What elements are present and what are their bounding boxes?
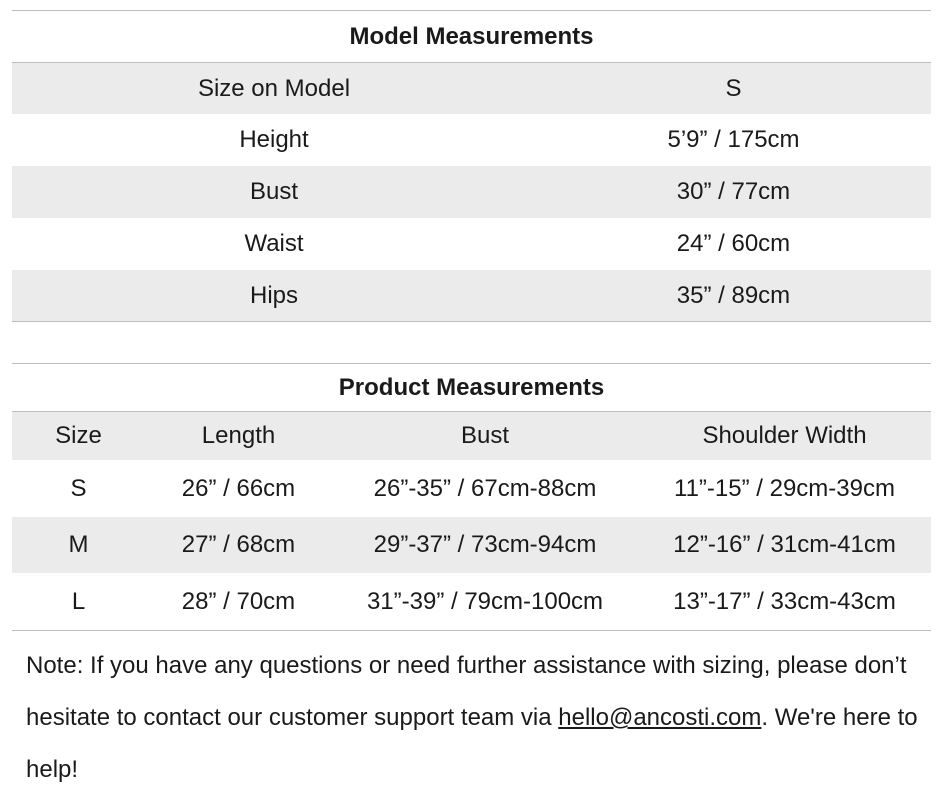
- sizing-note: [26, 640, 931, 796]
- note-text-after: . We're here to help!: [26, 704, 918, 783]
- bust-cell: 26”-35” / 67cm-88cm: [373, 474, 597, 502]
- model-row-label: Waist: [244, 230, 304, 257]
- model-row: [12, 114, 931, 166]
- column-header-shoulder-width: Shoulder Width: [702, 422, 867, 449]
- model-row-label: Bust: [249, 178, 299, 205]
- model-row-label: Height: [239, 126, 309, 153]
- length-cell: 27” / 68cm: [181, 531, 296, 558]
- model-row: [12, 63, 931, 114]
- model-row-value: 30” / 77cm: [676, 178, 791, 205]
- model-row: [12, 166, 931, 218]
- note-text-before: Note: If you have any questions or need further assistance with sizing, please don’t hesitate to contact our customer support team via: [26, 652, 907, 731]
- size-cell: S: [70, 474, 87, 502]
- product-row: [12, 460, 931, 517]
- size-cell: L: [71, 587, 86, 615]
- shoulder-width-cell: 11”-15” / 29cm-39cm: [674, 474, 895, 502]
- column-header-length: Length: [201, 422, 276, 449]
- column-header-bust: Bust: [460, 422, 510, 449]
- model-row: [12, 270, 931, 321]
- model-row-value: 24” / 60cm: [676, 230, 791, 257]
- length-cell: 26” / 66cm: [181, 474, 296, 502]
- bottom-rule: [12, 321, 931, 322]
- model-table-title-text: Model Measurements: [349, 22, 594, 50]
- model-row-value: 35” / 89cm: [676, 281, 791, 309]
- model-row-value: 5’9” / 175cm: [667, 126, 800, 153]
- product-header-row: [12, 412, 931, 460]
- model-table-title: [12, 11, 931, 62]
- product-table-title: [12, 364, 931, 411]
- size-cell: M: [68, 531, 89, 558]
- bust-cell: 31”-39” / 79cm-100cm: [366, 587, 604, 615]
- support-email-link[interactable]: hello@ancosti.com: [558, 704, 762, 731]
- model-row: [12, 218, 931, 270]
- model-row-label: Hips: [249, 281, 298, 309]
- product-row: [12, 517, 931, 573]
- model-row-value: S: [725, 74, 742, 102]
- shoulder-width-cell: 12”-16” / 31cm-41cm: [673, 531, 896, 558]
- product-table-title-text: Product Measurements: [338, 373, 605, 401]
- shoulder-width-cell: 13”-17” / 33cm-43cm: [673, 587, 896, 615]
- product-row: [12, 573, 931, 630]
- bottom-rule: [12, 630, 931, 631]
- model-row-label: Size on Model: [197, 74, 351, 102]
- length-cell: 28” / 70cm: [181, 587, 296, 615]
- column-header-size: Size: [55, 422, 102, 449]
- bust-cell: 29”-37” / 73cm-94cm: [373, 531, 597, 558]
